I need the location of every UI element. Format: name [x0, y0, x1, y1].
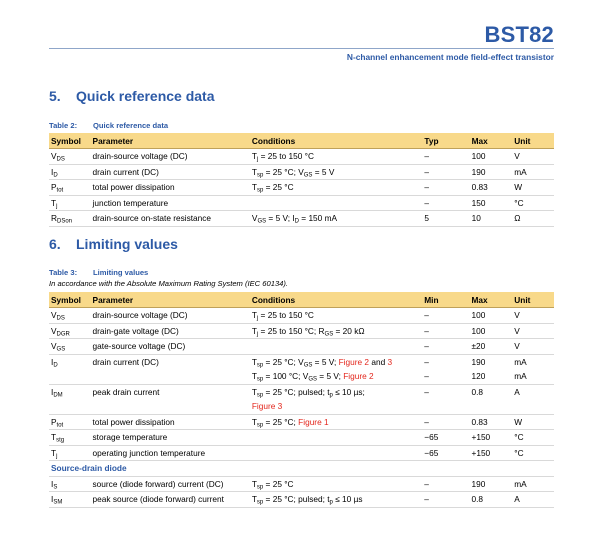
- cell-conditions: $V_{GS} = 5$ V; $I_D = 150$ mA: [250, 211, 422, 227]
- col-header-min: Min: [422, 292, 469, 308]
- cell-max: 100: [469, 308, 512, 324]
- table-row: [49, 149, 554, 165]
- table-3-note: In accordance with the Absolute Maximum Rating System (IEC 60134).: [49, 279, 289, 288]
- cell-symbol: $T_{stg}$: [49, 430, 91, 446]
- cell-max: 190: [470, 164, 513, 180]
- table-3-label: Table 3:: [49, 268, 78, 277]
- table-row: [49, 323, 554, 339]
- table-row: [49, 384, 554, 414]
- cell-parameter: operating junction temperature: [91, 445, 250, 461]
- cell-max: 120: [469, 369, 512, 384]
- table-2-title: Quick reference data: [93, 121, 169, 130]
- cell-conditions: $T_{sp} = 25$ °C: [250, 180, 422, 196]
- cell-symbol: $I_{SM}$: [49, 492, 91, 508]
- section-5-heading: [49, 88, 215, 104]
- cell-typ: –: [422, 164, 469, 180]
- limiting-values-table: [49, 292, 554, 508]
- cell-conditions: [250, 339, 422, 355]
- cell-unit: Ω: [512, 211, 554, 227]
- table-row: [49, 354, 554, 369]
- cell-max: 0.8: [469, 384, 512, 414]
- section-5-number: 5.: [49, 88, 61, 104]
- cell-unit: mA: [514, 356, 527, 367]
- cell-conditions: $T_{sp} = 25$ °C; pulsed; $t_p \le 10$ µs: [250, 492, 422, 508]
- cell-max: 190: [471, 356, 486, 367]
- cell-parameter: drain-gate voltage (DC): [91, 323, 250, 339]
- quick-reference-table: [49, 133, 554, 227]
- cell-conditions: $T_{sp} = 100$ °C; $V_{GS} = 5$ V; Figure 2: [250, 369, 422, 384]
- col-header-max: Max: [469, 292, 512, 308]
- cell-unit: mA: [512, 369, 554, 384]
- cell-parameter: drain-source voltage (DC): [91, 149, 250, 165]
- cell-min: –: [422, 384, 469, 414]
- section-6-title: Limiting values: [76, 236, 178, 252]
- table-row: [49, 492, 554, 508]
- cell-unit: V: [512, 308, 554, 324]
- col-header-parameter: Parameter: [91, 292, 250, 308]
- cell-parameter: peak drain current: [91, 384, 250, 414]
- cell-conditions: [250, 195, 422, 211]
- cell-parameter: total power dissipation: [91, 180, 250, 196]
- cell-unit: mA: [512, 476, 554, 492]
- cell-min: –: [422, 476, 469, 492]
- cell-parameter: gate-source voltage (DC): [91, 339, 250, 355]
- cell-parameter: drain current (DC): [92, 356, 159, 367]
- cell-max: 0.83: [469, 414, 512, 430]
- cell-conditions: $T_j = 25$ to 150 °C: [250, 308, 422, 324]
- cell-conditions: $T_{sp} = 25$ °C; pulsed; $t_p \le 10$ µs; Figure 3: [250, 384, 422, 414]
- header-rule: [49, 48, 554, 49]
- table-row: [49, 445, 554, 461]
- cell-symbol: $V_{DS}$: [49, 149, 91, 165]
- table-section-row: [49, 461, 554, 477]
- table-row: [49, 430, 554, 446]
- table-row: [49, 339, 554, 355]
- cell-max: +150: [469, 445, 512, 461]
- table-row: [49, 195, 554, 211]
- product-subtitle: N-channel enhancement mode field-effect transistor: [346, 52, 554, 62]
- product-name: BST82: [484, 22, 554, 47]
- cell-unit: W: [512, 414, 554, 430]
- cell-symbol: [49, 369, 91, 384]
- cell-max: 100: [469, 323, 512, 339]
- cell-symbol: $V_{DS}$: [49, 308, 91, 324]
- section-6-heading: [49, 236, 178, 252]
- section-6-number: 6.: [49, 236, 61, 252]
- cell-symbol: $I_{DM}$: [49, 384, 91, 414]
- col-header-typ: Typ: [422, 133, 469, 149]
- table-section-label: Source-drain diode: [49, 461, 554, 477]
- table-3-title: Limiting values: [93, 268, 149, 277]
- cell-min: −65: [422, 445, 469, 461]
- cell-unit: A: [512, 384, 554, 414]
- cell-parameter: drain-source voltage (DC): [91, 308, 250, 324]
- table-2-caption: [49, 121, 168, 130]
- cell-min: –: [422, 492, 469, 508]
- cell-typ: –: [422, 195, 469, 211]
- cell-symbol: $R_{DSon}$: [49, 211, 91, 227]
- cell-max: 0.8: [469, 492, 512, 508]
- col-header-parameter: Parameter: [91, 133, 250, 149]
- cell-unit: °C: [512, 445, 554, 461]
- cell-parameter: drain current (DC): [91, 164, 250, 180]
- cell-symbol: $I_D$: [49, 164, 91, 180]
- table-row: [49, 414, 554, 430]
- table-row: [49, 476, 554, 492]
- cell-unit: V: [512, 339, 554, 355]
- cell-typ: 5: [422, 211, 469, 227]
- cell-symbol: $P_{tot}$: [49, 414, 91, 430]
- table-row: [49, 164, 554, 180]
- cell-symbol: $T_j$: [49, 195, 91, 211]
- cell-symbol: $T_j$: [49, 445, 91, 461]
- cell-unit: V: [512, 149, 554, 165]
- cell-parameter: junction temperature: [91, 195, 250, 211]
- table-2-label: Table 2:: [49, 121, 78, 130]
- col-header-unit: Unit: [512, 292, 554, 308]
- cell-conditions: $T_j = 25$ to 150 °C: [250, 149, 422, 165]
- table-row: [49, 180, 554, 196]
- cell-parameter: [91, 369, 250, 384]
- cell-min: –: [422, 323, 469, 339]
- cell-max: +150: [469, 430, 512, 446]
- cell-parameter: source (diode forward) current (DC): [91, 476, 250, 492]
- col-header-unit: Unit: [512, 133, 554, 149]
- cell-unit: °C: [512, 195, 554, 211]
- cell-max: 10: [470, 211, 513, 227]
- cell-min: –: [422, 308, 469, 324]
- cell-parameter: storage temperature: [91, 430, 250, 446]
- table-header-row: [49, 292, 554, 308]
- cell-unit: °C: [512, 430, 554, 446]
- cell-symbol: $I_S$: [49, 476, 91, 492]
- table-row: [49, 211, 554, 227]
- cell-max: 100: [470, 149, 513, 165]
- cell-symbol: $P_{tot}$: [49, 180, 91, 196]
- cell-min: –: [422, 414, 469, 430]
- cell-conditions: $T_j = 25$ to 150 °C; $R_{GS} = 20$ kΩ: [250, 323, 422, 339]
- cell-min: –: [424, 356, 429, 367]
- section-5-title: Quick reference data: [76, 88, 215, 104]
- cell-symbol: $V_{GS}$: [49, 339, 91, 355]
- cell-unit: A: [512, 492, 554, 508]
- cell-unit: V: [512, 323, 554, 339]
- cell-min: –: [422, 369, 469, 384]
- table-row: [49, 369, 554, 384]
- table-3-caption: [49, 268, 148, 277]
- cell-conditions: $T_{sp} = 25$ °C; $V_{GS} = 5$ V; Figure 2 and 3: [251, 356, 393, 368]
- cell-min: −65: [422, 430, 469, 446]
- cell-typ: –: [422, 180, 469, 196]
- cell-min: –: [422, 339, 469, 355]
- cell-conditions: $T_{sp} = 25$ °C; Figure 1: [250, 414, 422, 430]
- cell-conditions: [250, 430, 422, 446]
- cell-max: 190: [469, 476, 512, 492]
- cell-parameter: drain-source on-state resistance: [91, 211, 250, 227]
- cell-parameter: total power dissipation: [91, 414, 250, 430]
- cell-typ: –: [422, 149, 469, 165]
- cell-max: 150: [470, 195, 513, 211]
- table-row: [49, 308, 554, 324]
- col-header-conditions: Conditions: [250, 133, 422, 149]
- table-header-row: [49, 133, 554, 149]
- cell-conditions: $T_{sp} = 25$ °C; $V_{GS} = 5$ V: [250, 164, 422, 180]
- cell-symbol: $I_D$: [51, 356, 58, 368]
- col-header-symbol: Symbol: [49, 292, 91, 308]
- cell-max: ±20: [469, 339, 512, 355]
- cell-parameter: peak source (diode forward) current: [91, 492, 250, 508]
- col-header-symbol: Symbol: [49, 133, 91, 149]
- cell-unit: mA: [512, 164, 554, 180]
- cell-conditions: $T_{sp} = 25$ °C: [250, 476, 422, 492]
- col-header-max: Max: [470, 133, 513, 149]
- cell-conditions: [250, 445, 422, 461]
- cell-unit: W: [512, 180, 554, 196]
- col-header-conditions: Conditions: [250, 292, 422, 308]
- cell-max: 0.83: [470, 180, 513, 196]
- cell-symbol: $V_{DGR}$: [49, 323, 91, 339]
